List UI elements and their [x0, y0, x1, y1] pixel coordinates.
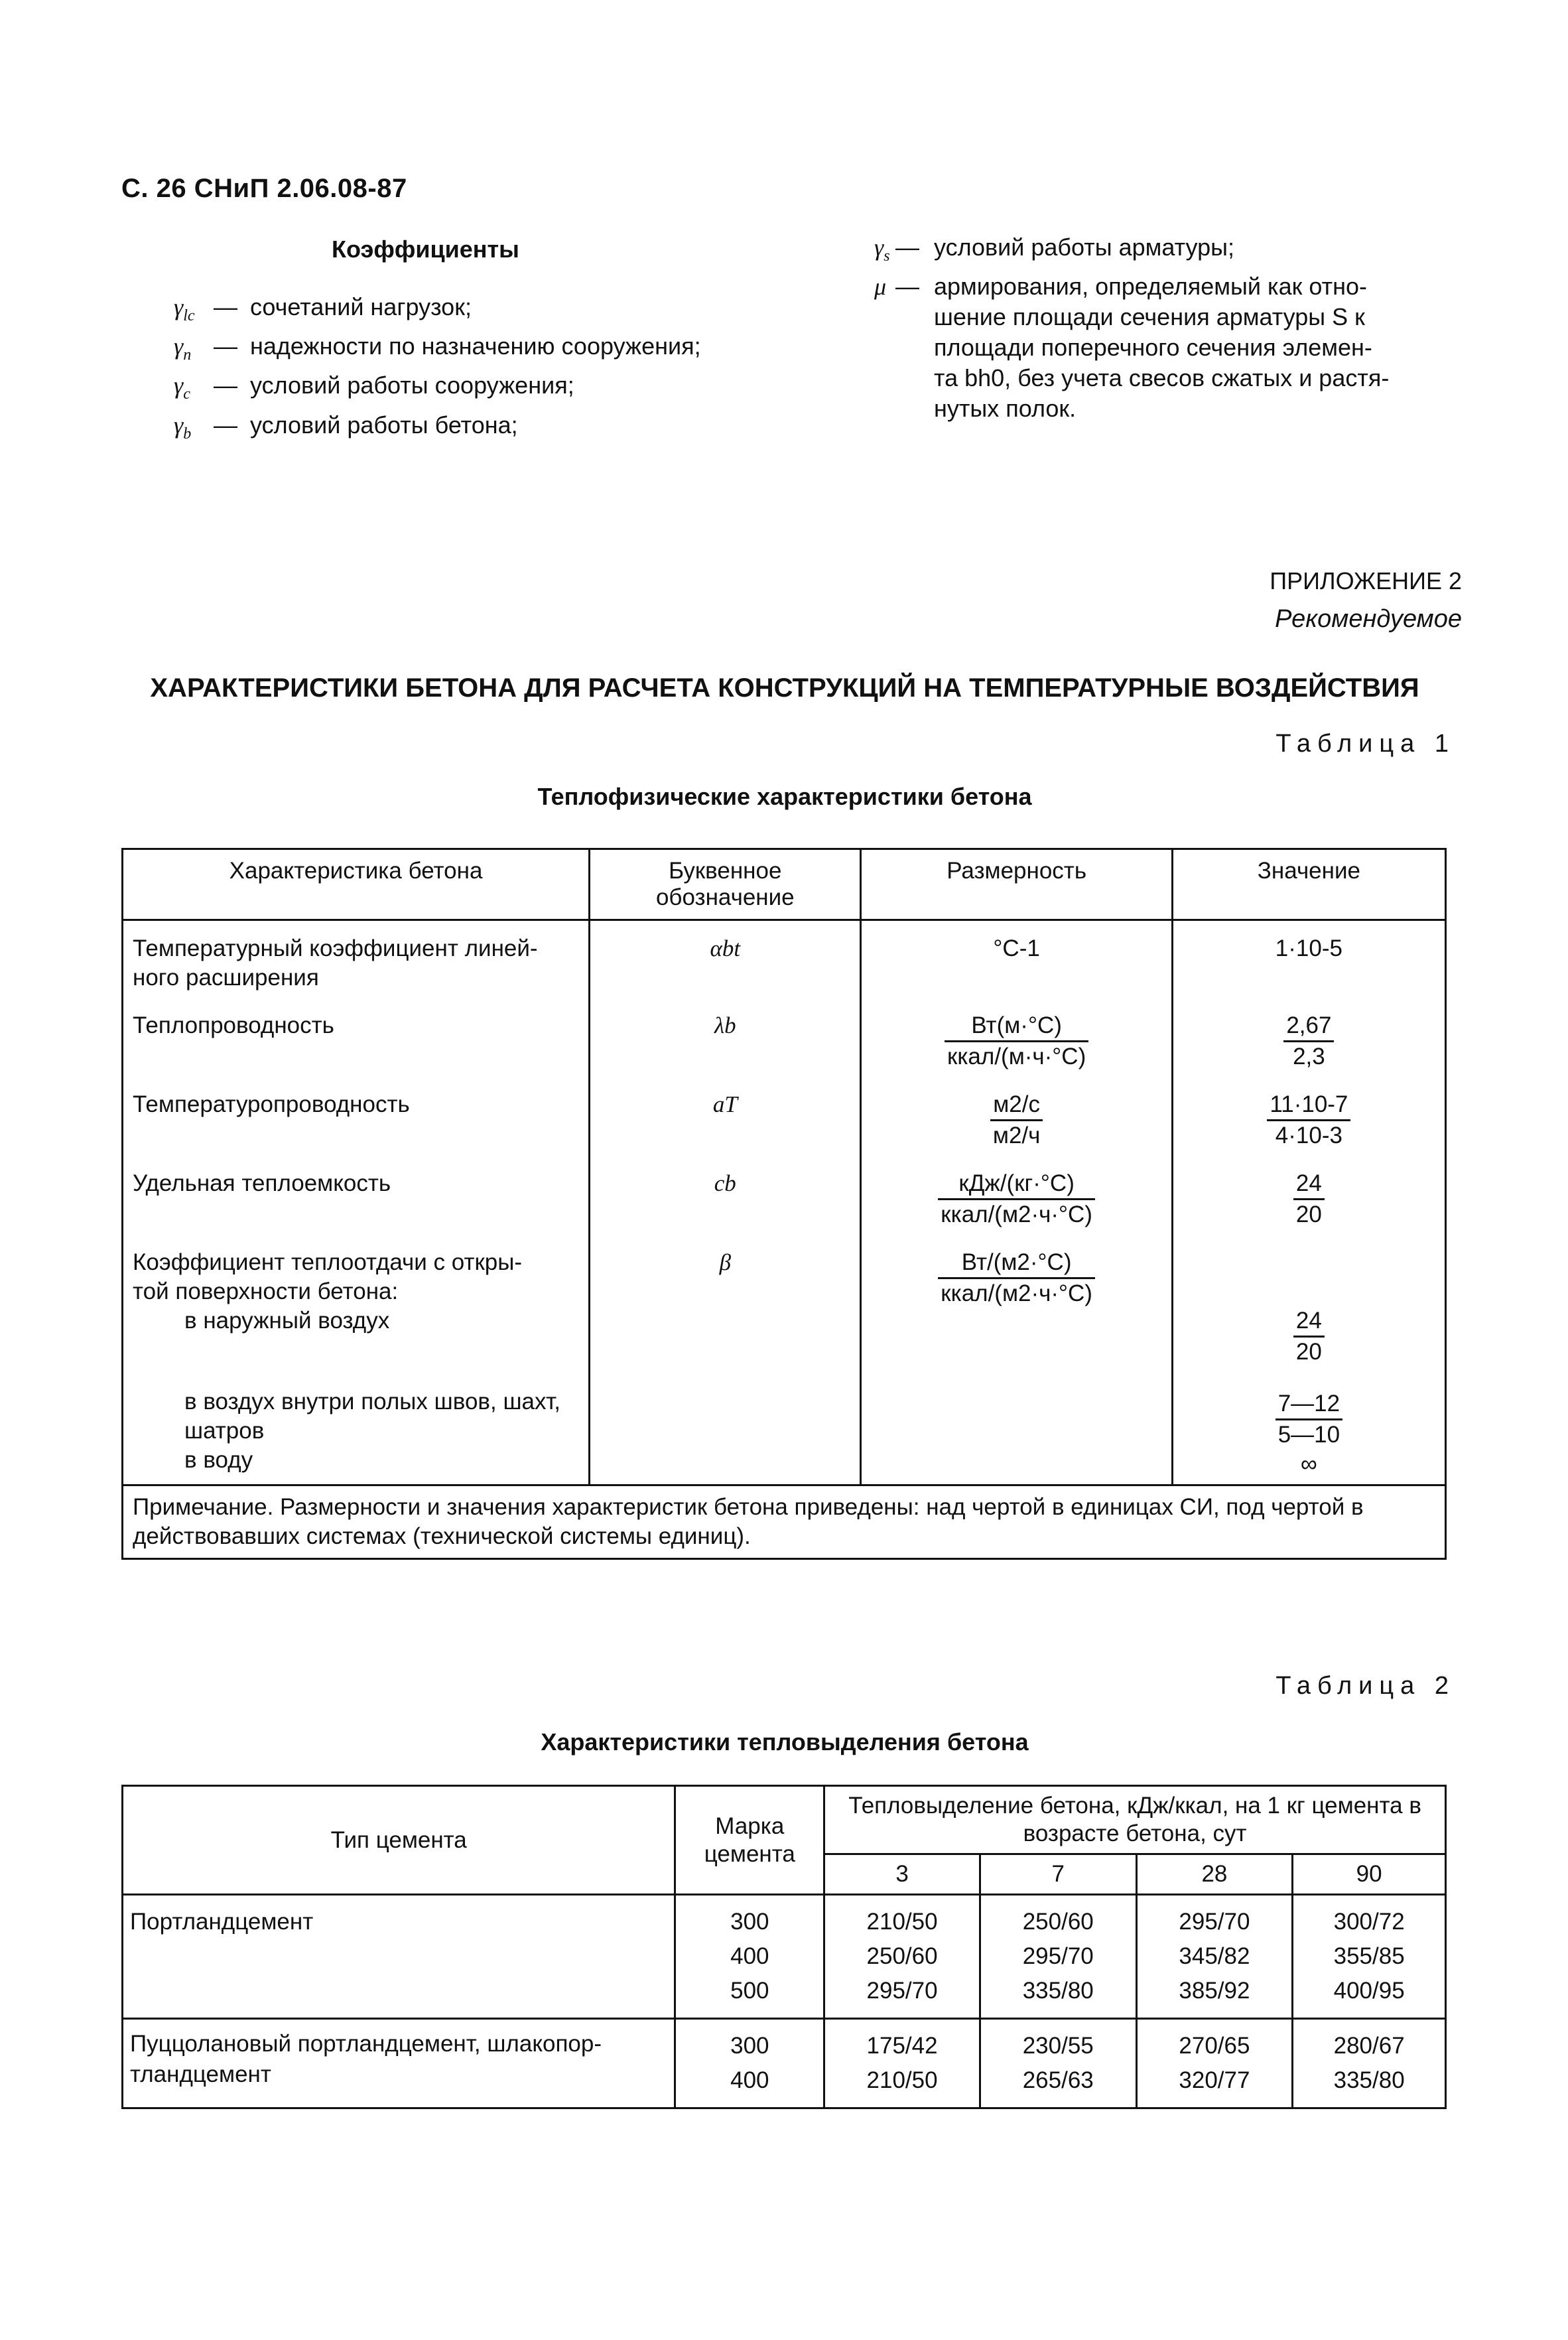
definition-gamma-lc: $\gamma_{lc}$ — сочетаний нагрузок;: [174, 292, 771, 331]
coefficients-left-list: [174, 292, 771, 449]
table-row: Пуццолановый портландцемент, шлакопор-тландцемент 300 400 175/42 210/50 230/55 265/63 270/65 320/77 280/67 335/80: [123, 2019, 1446, 2108]
unit-fraction: $\frac{м2/с}{м2/ч}$: [990, 1090, 1043, 1150]
table2-header-heat: Тепловыделение бетона, кДж/ккал, на 1 кг цемента в возрасте бетона, сут: [824, 1786, 1446, 1854]
value-fraction: $\frac{2,67}{2,3}$: [1283, 1011, 1334, 1071]
value-fraction: $\frac{7—12}{5—10}$: [1275, 1389, 1342, 1450]
table1-title: Теплофизические характеристики бетона: [537, 783, 1032, 810]
definition-text: шение площади сечения арматуры S к: [934, 303, 1365, 331]
table-row: Температуропроводность aT $\frac{м2/с}{м2/ч}$ $\frac{11\cdot 10-7}{4\cdot 10-3}$: [123, 1077, 1446, 1156]
table1-note: Примечание. Размерности и значения характеристик бетона приведены: над чертой в единицах СИ, под чертой в действовавших системах (технической системы единиц).: [123, 1485, 1446, 1559]
table2-caption: Таблица 2: [1275, 1672, 1455, 1700]
table1-header-symbol: Буквенное обозначение: [590, 849, 861, 920]
appendix-label: ПРИЛОЖЕНИЕ 2: [1270, 567, 1462, 594]
definition-text: условий работы бетона;: [250, 411, 518, 439]
section-title: ХАРАКТЕРИСТИКИ БЕТОНА ДЛЯ РАСЧЕТА КОНСТРУКЦИЙ НА ТЕМПЕРАТУРНЫЕ ВОЗДЕЙСТВИЯ: [150, 673, 1419, 703]
definition-gamma-c: $\gamma_c$ — условий работы сооружения;: [174, 370, 771, 409]
table-row: Температурный коэффициент линей-ного расширения αbt °С-1 1·10-5: [123, 920, 1446, 998]
coefficients-right-list: [874, 232, 1466, 424]
value-fraction: $\frac{24}{20}$: [1293, 1306, 1325, 1367]
definition-text: сочетаний нагрузок;: [250, 293, 472, 320]
table1-header-row: [123, 849, 1446, 920]
page-header: С. 26 СНиП 2.06.08-87: [121, 174, 407, 203]
definition-gamma-b: $\gamma_b$ — условий работы бетона;: [174, 410, 771, 449]
table-row: Теплопроводность λb $\frac{Вт(м\cdot^\circ С)}{\text{ккал/(м·ч·°С)}}$ $\frac{2,67}{2,3}$: [123, 998, 1446, 1077]
definition-text: та bh0, без учета свесов сжатых и растя-: [934, 364, 1390, 392]
definition-text: нутых полок.: [934, 395, 1077, 423]
definition-text: условий работы сооружения;: [250, 372, 574, 399]
value-fraction: $\frac{11\cdot 10-7}{4\cdot 10-3}$: [1267, 1090, 1350, 1150]
definition-text: условий работы арматуры;: [934, 234, 1235, 261]
table-row: Коэффициент теплоотдачи с откры- той поверхности бетона: в наружный воздух в воздух внутри полых швов, шахт, шатров в воду β $\frac{Вт/(м2\cdot^\circ С)}{\text{ккал/(м2·ч·°С)}}$ $\frac{24}{20}$ $\frac{7—12}{5—10}$ ∞: [123, 1235, 1446, 1485]
definition-gamma-s: $\gamma_s$ — условий работы арматуры;: [874, 232, 1466, 271]
table1-header-value: Значение: [1172, 849, 1445, 920]
table2-title: Характеристики тепловыделения бетона: [541, 1728, 1029, 1755]
definition-gamma-n: $\gamma_n$ — надежности по назначению сооружения;: [174, 331, 771, 370]
table1-note-row: [123, 1485, 1446, 1559]
definition-mu: μ — армирования, определяемый как отно-: [874, 271, 1466, 302]
table1: [121, 848, 1447, 1560]
table1-caption: Таблица 1: [1275, 730, 1455, 758]
definition-text: армирования, определяемый как отно-: [934, 273, 1367, 301]
definition-text: надежности по назначению сооружения;: [250, 332, 701, 360]
table2-header-grade: Марка цемента: [675, 1786, 824, 1895]
value-fraction: $\frac{24}{20}$: [1293, 1169, 1325, 1229]
coefficients-title: Коэффициенты: [332, 236, 519, 263]
table1-header-characteristic: Характеристика бетона: [123, 849, 590, 920]
table2-days-row: 3 7 28 90: [123, 1854, 1446, 1895]
table1-header-unit: Размерность: [861, 849, 1172, 920]
table-row: Портландцемент 300 400 500 210/50 250/60 295/70 250/60 295/70 335/80 295/70 345/82 385/92 300/72 355/85 400/95: [123, 1895, 1446, 2019]
table2-header-row: [123, 1786, 1446, 1854]
unit-fraction: $\frac{Вт/(м2\cdot^\circ С)}{\text{ккал/(м2·ч·°С)}}$: [938, 1248, 1095, 1308]
definition-text: площади поперечного сечения элемен-: [934, 334, 1372, 362]
table2: [121, 1785, 1447, 2109]
table2-header-type: Тип цемента: [123, 1786, 675, 1895]
unit-fraction: $\frac{Вт(м\cdot^\circ С)}{\text{ккал/(м·ч·°С)}}$: [945, 1011, 1088, 1071]
table-row: Удельная теплоемкость cb $\frac{\text{кДж/(кг·°С)}}{\text{ккал/(м2·ч·°С)}}$ $\frac{24}{20}$: [123, 1156, 1446, 1235]
unit-fraction: $\frac{\text{кДж/(кг·°С)}}{\text{ккал/(м2·ч·°С)}}$: [938, 1169, 1095, 1229]
recommended-label: Рекомендуемое: [1275, 605, 1462, 633]
